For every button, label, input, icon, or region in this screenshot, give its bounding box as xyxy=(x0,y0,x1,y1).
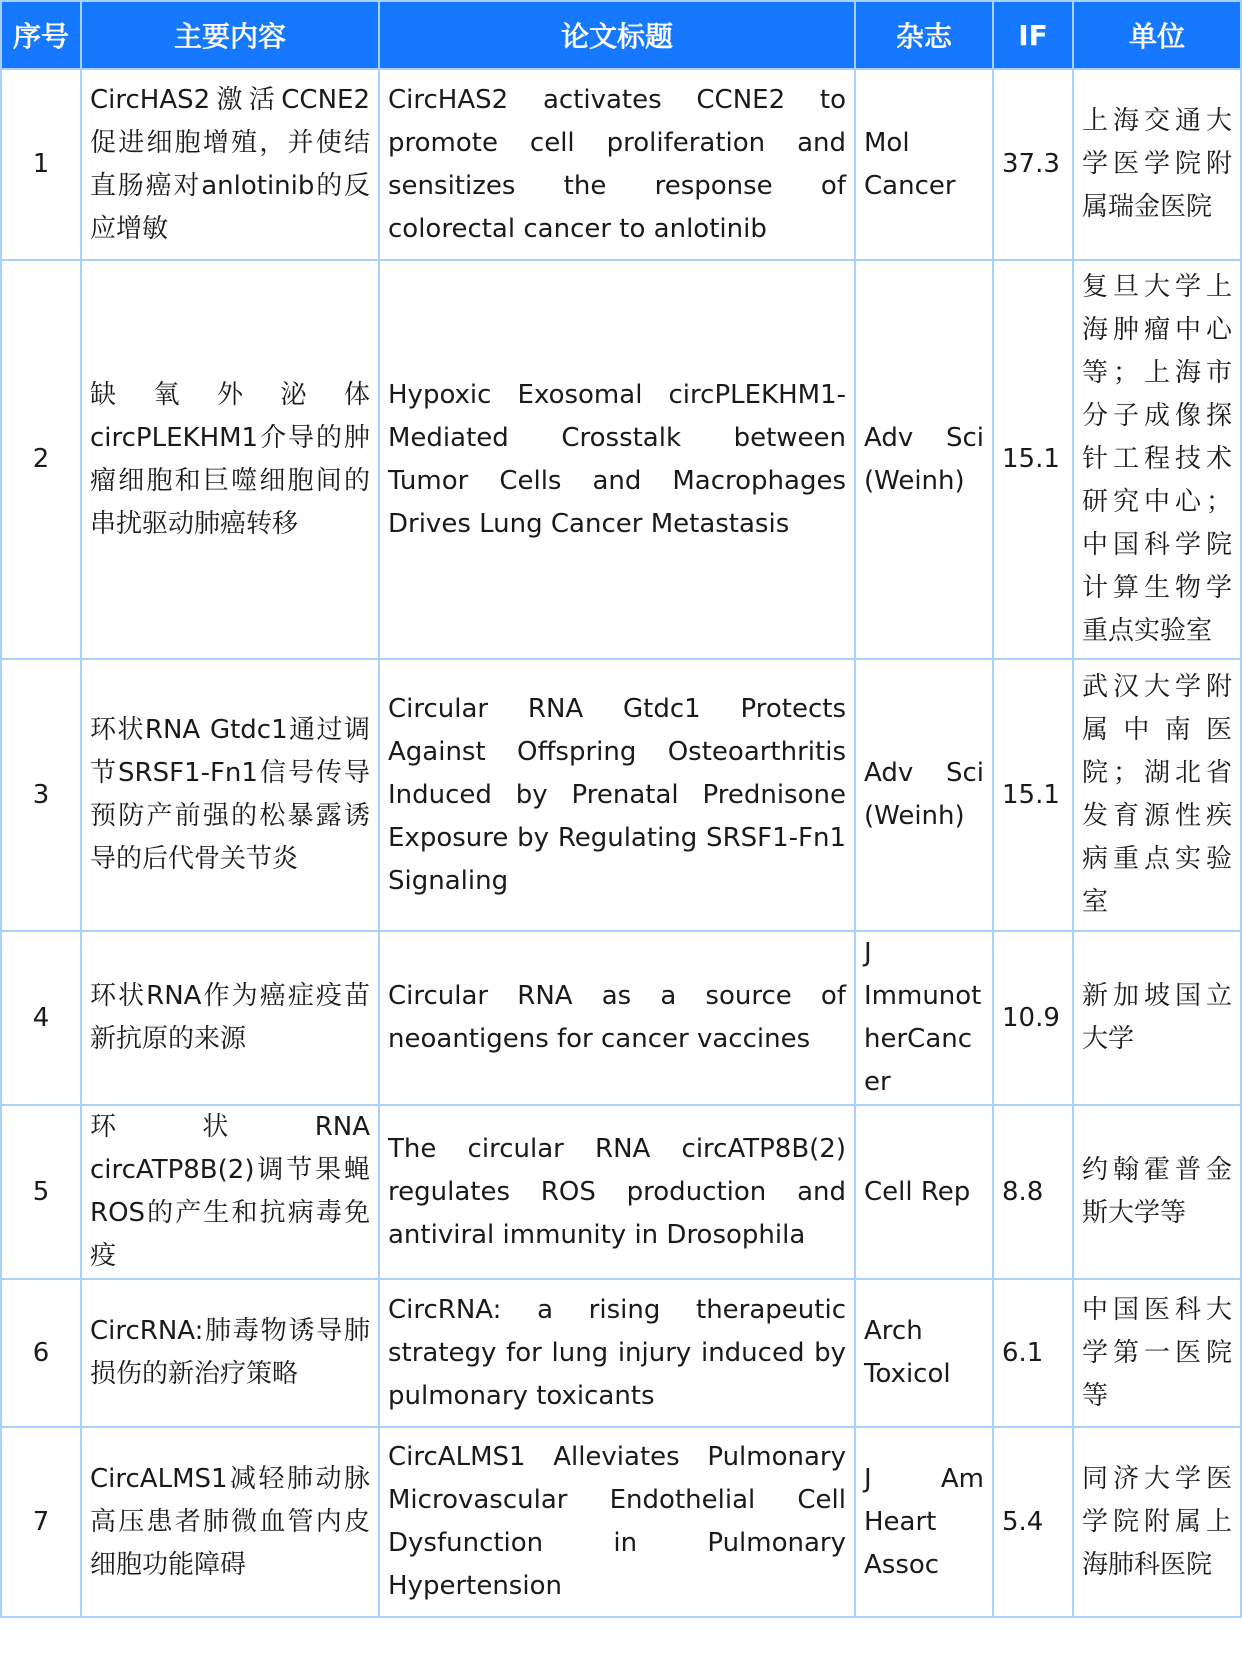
cell-if: 15.1 xyxy=(993,659,1073,931)
cell-if: 10.9 xyxy=(993,931,1073,1105)
cell-content: CircHAS2激活CCNE2促进细胞增殖，并使结直肠癌对anlotinib的反应增敏 xyxy=(81,69,379,260)
cell-title: CircALMS1 Alleviates Pulmonary Microvascular Endothelial Cell Dysfunction in Pulmonary Hypertension xyxy=(379,1427,855,1617)
cell-title: Circular RNA as a source of neoantigens for cancer vaccines xyxy=(379,931,855,1105)
cell-unit: 复旦大学上海肿瘤中心等；上海市分子成像探针工程技术研究中心；中国科学院计算生物学重点实验室 xyxy=(1073,260,1241,659)
header-index: 序号 xyxy=(1,1,81,69)
cell-title: The circular RNA circATP8B(2) regulates ROS production and antiviral immunity in Drosophila xyxy=(379,1105,855,1279)
cell-if: 37.3 xyxy=(993,69,1073,260)
header-row xyxy=(1,1,1241,69)
cell-index: 7 xyxy=(1,1427,81,1617)
header-if: IF xyxy=(993,1,1073,69)
table-body xyxy=(1,69,1241,1617)
cell-unit: 约翰霍普金斯大学等 xyxy=(1073,1105,1241,1279)
header-journal: 杂志 xyxy=(855,1,993,69)
cell-index: 3 xyxy=(1,659,81,931)
table-row xyxy=(1,69,1241,260)
cell-content: 环状RNA Gtdc1通过调节SRSF1-Fn1信号传导预防产前强的松暴露诱导的后代骨关节炎 xyxy=(81,659,379,931)
cell-index: 6 xyxy=(1,1279,81,1427)
cell-journal: Mol Cancer xyxy=(855,69,993,260)
table-row xyxy=(1,1279,1241,1427)
cell-journal: J Am Heart Assoc xyxy=(855,1427,993,1617)
cell-content: CircALMS1减轻肺动脉高压患者肺微血管内皮细胞功能障碍 xyxy=(81,1427,379,1617)
cell-index: 2 xyxy=(1,260,81,659)
cell-if: 6.1 xyxy=(993,1279,1073,1427)
header-title: 论文标题 xyxy=(379,1,855,69)
cell-unit: 上海交通大学医学院附属瑞金医院 xyxy=(1073,69,1241,260)
cell-content: 环状RNA作为癌症疫苗新抗原的来源 xyxy=(81,931,379,1105)
cell-journal: J ImmunotherCancer xyxy=(855,931,993,1105)
cell-index: 1 xyxy=(1,69,81,260)
table-row xyxy=(1,1427,1241,1617)
table-row xyxy=(1,1105,1241,1279)
header-content: 主要内容 xyxy=(81,1,379,69)
cell-index: 4 xyxy=(1,931,81,1105)
cell-content: 缺氧外泌体circPLEKHM1介导的肿瘤细胞和巨噬细胞间的串扰驱动肺癌转移 xyxy=(81,260,379,659)
table-row xyxy=(1,931,1241,1105)
cell-unit: 新加坡国立大学 xyxy=(1073,931,1241,1105)
cell-title: Hypoxic Exosomal circPLEKHM1-Mediated Crosstalk between Tumor Cells and Macrophages Drives Lung Cancer Metastasis xyxy=(379,260,855,659)
cell-journal: Adv Sci (Weinh) xyxy=(855,659,993,931)
cell-if: 15.1 xyxy=(993,260,1073,659)
table-header xyxy=(1,1,1241,69)
cell-journal: Arch Toxicol xyxy=(855,1279,993,1427)
cell-content: 环状RNA circATP8B(2)调节果蝇ROS的产生和抗病毒免疫 xyxy=(81,1105,379,1279)
cell-title: Circular RNA Gtdc1 Protects Against Offspring Osteoarthritis Induced by Prenatal Prednisone Exposure by Regulating SRSF1-Fn1 Signaling xyxy=(379,659,855,931)
cell-if: 5.4 xyxy=(993,1427,1073,1617)
cell-if: 8.8 xyxy=(993,1105,1073,1279)
cell-journal: Adv Sci (Weinh) xyxy=(855,260,993,659)
table-row xyxy=(1,260,1241,659)
cell-unit: 同济大学医学院附属上海肺科医院 xyxy=(1073,1427,1241,1617)
cell-unit: 武汉大学附属中南医院；湖北省发育源性疾病重点实验室 xyxy=(1073,659,1241,931)
cell-content: CircRNA:肺毒物诱导肺损伤的新治疗策略 xyxy=(81,1279,379,1427)
cell-journal: Cell Rep xyxy=(855,1105,993,1279)
cell-index: 5 xyxy=(1,1105,81,1279)
table-row xyxy=(1,659,1241,931)
cell-unit: 中国医科大学第一医院等 xyxy=(1073,1279,1241,1427)
header-unit: 单位 xyxy=(1073,1,1241,69)
cell-title: CircRNA: a rising therapeutic strategy for lung injury induced by pulmonary toxicants xyxy=(379,1279,855,1427)
cell-title: CircHAS2 activates CCNE2 to promote cell proliferation and sensitizes the response of colorectal cancer to anlotinib xyxy=(379,69,855,260)
